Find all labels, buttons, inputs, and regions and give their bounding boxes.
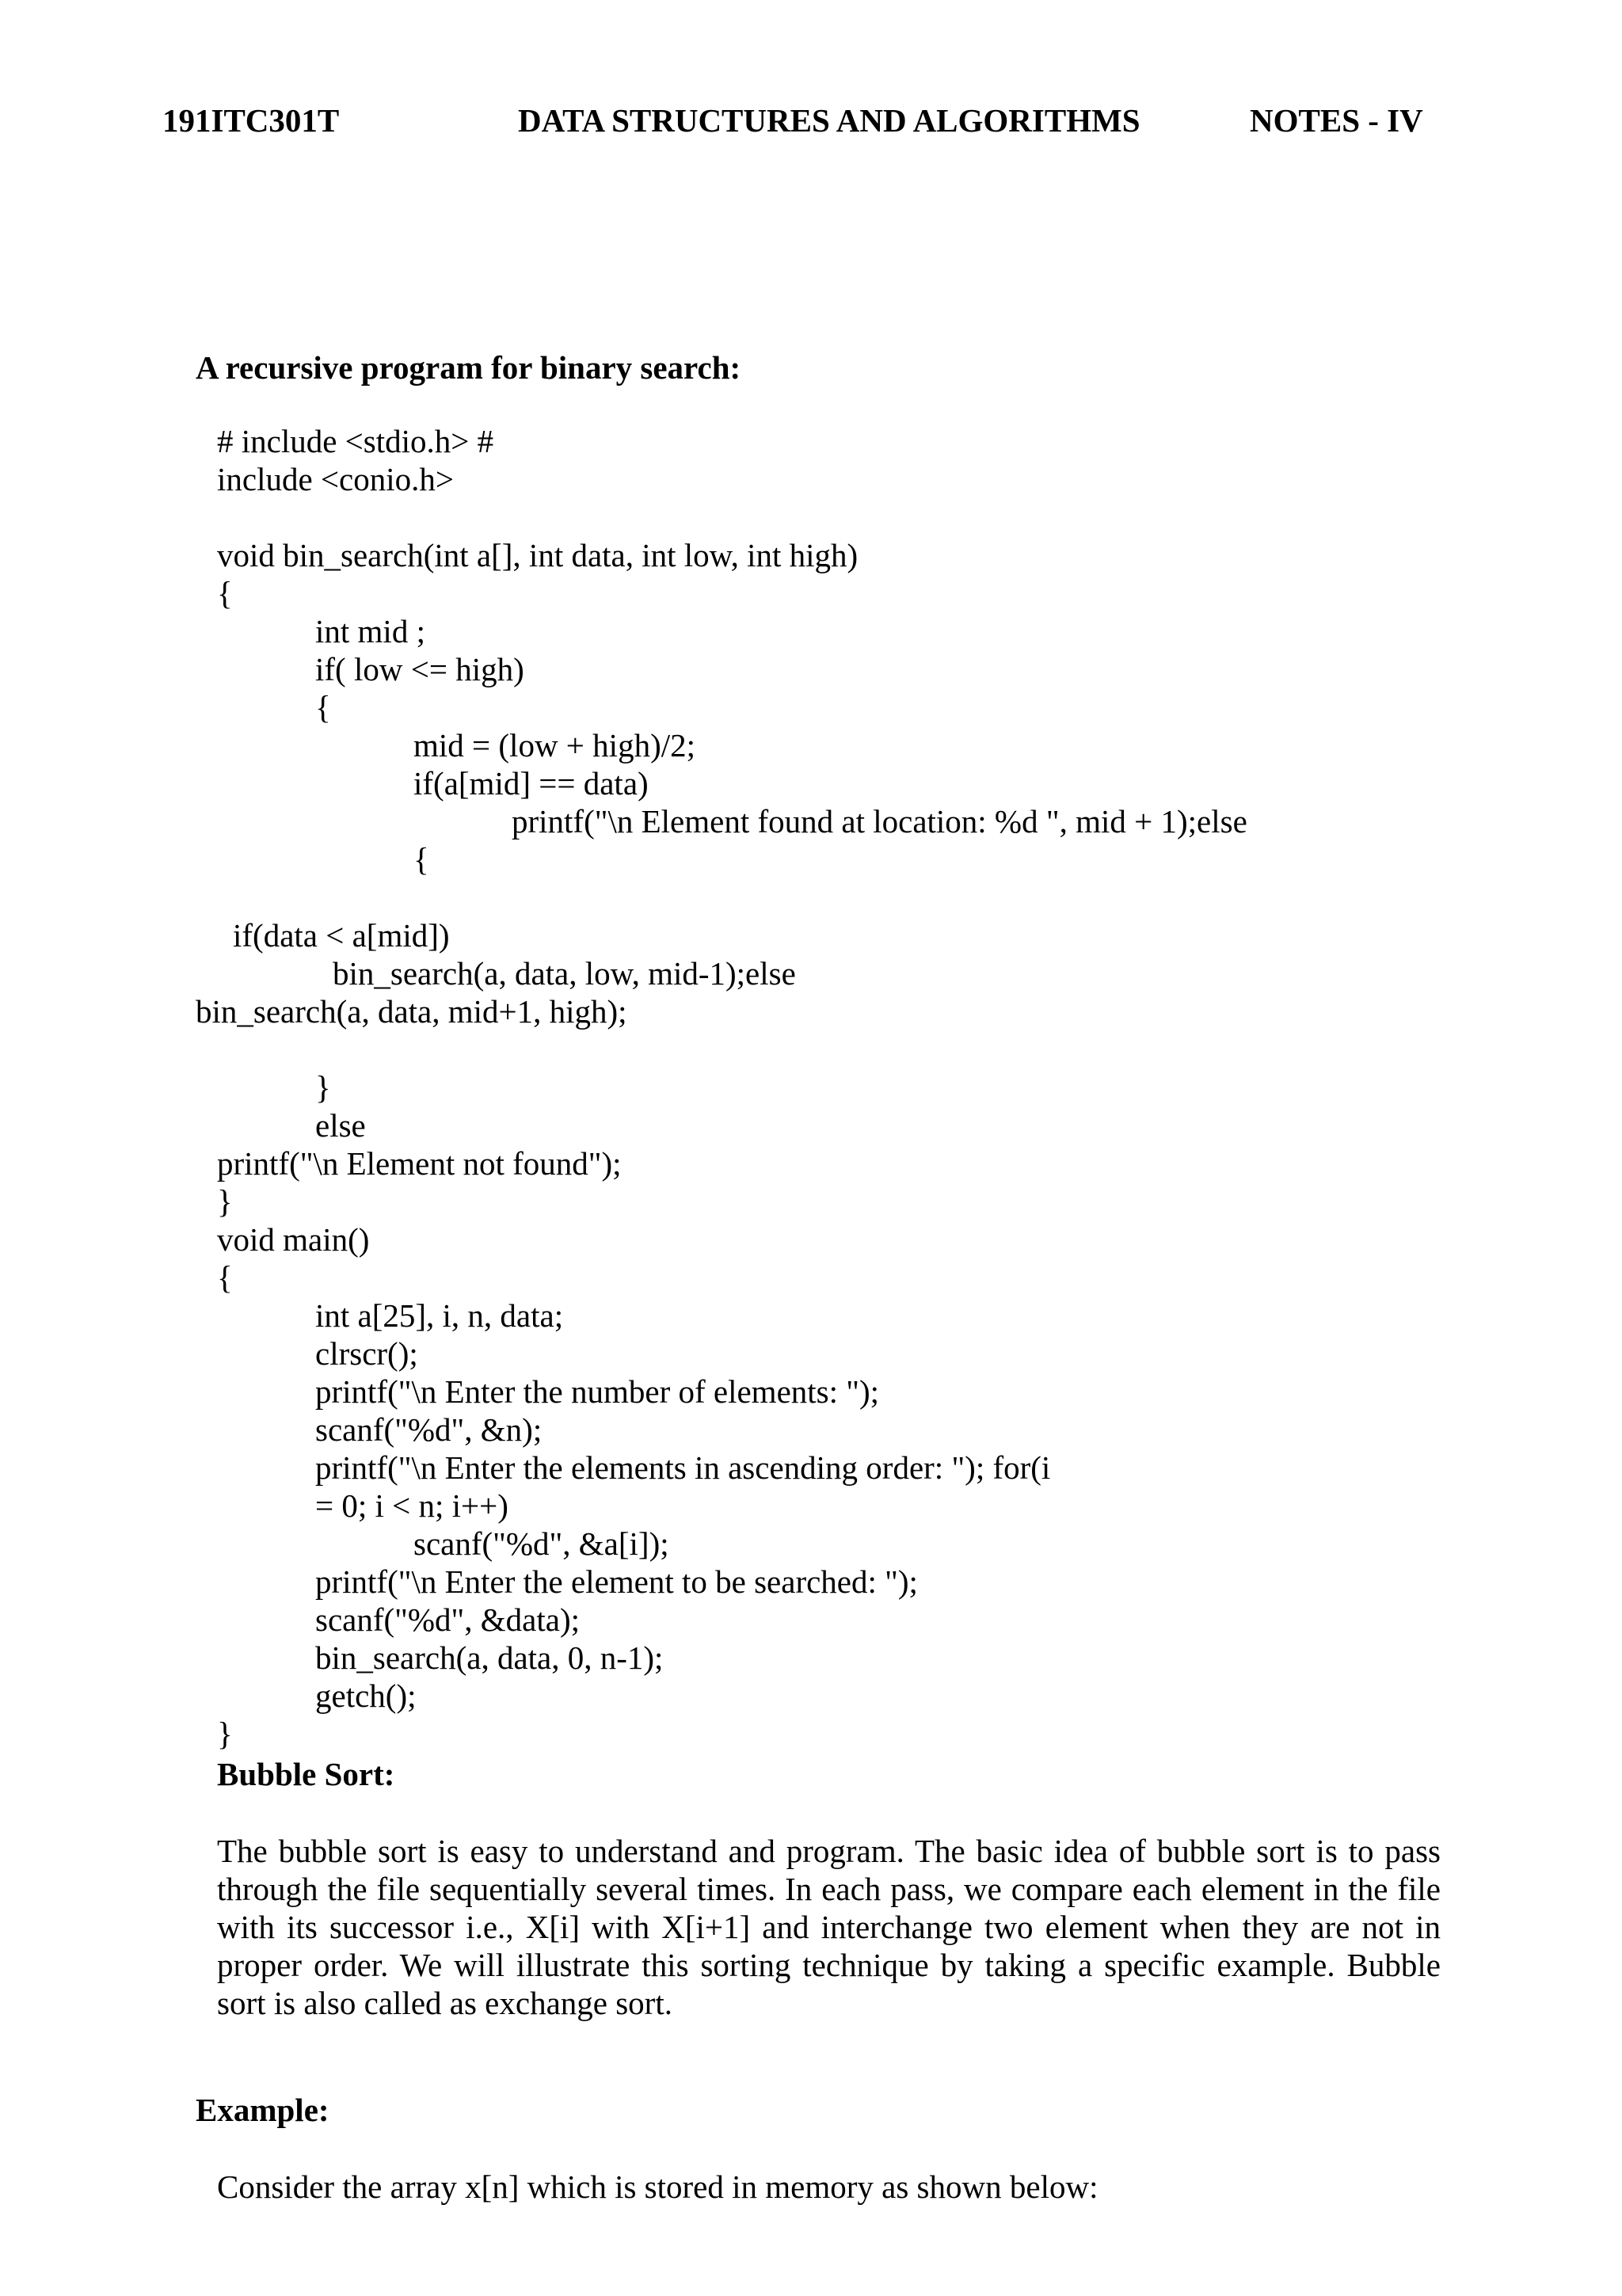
code-line [0,1068,1622,1106]
code-text: void bin_search(int a[], int data, int low, int high) [217,537,859,573]
code-line [0,1563,1622,1601]
code-line [0,1258,1622,1296]
code-line [0,1144,1622,1182]
code-line [0,1106,1622,1144]
example-heading: Example: [196,2092,329,2128]
code-text: scanf("%d", &n); [315,1411,543,1448]
code-line [0,1715,1622,1753]
code-text: printf("\n Element not found"); [217,1145,622,1182]
bubble-sort-text: The bubble sort is easy to understand and program. The basic idea of bubble sort is to pass through the file sequentially several times. In each pass, we compare each element in the file with its successor i.e., X[i] with X[i+1] and interchange two element when they are not in proper order. We will illustrate this sorting technique by taking a specific example. Bubble sort is also called as exchange sort. [217,1833,1441,2021]
code-line [0,1335,1622,1373]
code-line [0,802,1622,840]
notes-label: NOTES - IV [1250,102,1423,139]
code-line [0,1296,1622,1335]
code-text: void main() [217,1221,370,1258]
code-line [0,650,1622,688]
code-line [0,498,1622,536]
code-line [0,1677,1622,1715]
course-subject: DATA STRUCTURES AND ALGORITHMS [518,102,1140,139]
code-text: scanf("%d", &data); [315,1601,581,1638]
code-line [0,536,1622,574]
bubble-sort-paragraph [217,1832,1441,2022]
binary-search-code-block [0,422,1622,1753]
code-line [0,1639,1622,1677]
code-text: if( low <= high) [315,651,524,687]
code-line [0,1182,1622,1220]
code-line [0,1601,1622,1639]
code-text: # include <stdio.h> # [217,423,494,459]
code-text: clrscr(); [315,1335,418,1372]
example-paragraph [217,2168,1441,2206]
code-line [0,460,1622,498]
code-text: else [315,1107,366,1144]
code-text: } [315,1069,331,1106]
code-line [0,916,1622,954]
code-text: { [217,1259,233,1296]
code-line [0,574,1622,612]
example-text: Consider the array x[n] which is stored in memory as shown below: [217,2168,1098,2205]
code-text: { [217,575,233,611]
code-line [0,954,1622,992]
code-text: } [217,1183,233,1220]
code-line [0,612,1622,650]
code-text: int mid ; [315,613,425,649]
code-text: } [217,1715,233,1752]
code-text: printf("\n Enter the element to be searched: "); [315,1563,918,1600]
code-text: if(a[mid] == data) [413,765,649,802]
code-text: int a[25], i, n, data; [315,1297,564,1334]
code-text: bin_search(a, data, low, mid-1);else [333,955,796,992]
code-text: include <conio.h> [217,461,455,497]
code-line [0,1373,1622,1411]
course-code: 191ITC301T [162,102,340,139]
code-text: if(data < a[mid]) [233,917,450,954]
code-line [0,840,1622,878]
code-text: printf("\n Enter the elements in ascending order: "); for(i [315,1449,1051,1486]
code-text: bin_search(a, data, 0, n-1); [315,1639,664,1676]
code-text: bin_search(a, data, mid+1, high); [196,993,627,1030]
code-text: scanf("%d", &a[i]); [413,1525,669,1562]
code-line [0,1487,1622,1525]
code-line [0,1220,1622,1258]
code-text: { [315,689,331,725]
code-line [0,1411,1622,1449]
code-line [0,764,1622,802]
code-line [0,726,1622,764]
code-line [0,1525,1622,1563]
code-text: = 0; i < n; i++) [315,1487,508,1524]
code-line [0,878,1622,916]
code-line [0,422,1622,460]
bubble-sort-heading: Bubble Sort: [217,1756,395,1792]
code-line [0,992,1622,1030]
code-text: mid = (low + high)/2; [413,727,696,763]
code-text: printf("\n Enter the number of elements: "); [315,1373,880,1410]
binary-search-heading: A recursive program for binary search: [196,349,741,386]
code-line [0,1030,1622,1068]
code-text: getch(); [315,1677,417,1714]
code-text: printf("\n Element found at location: %d ", mid + 1);else [512,803,1247,840]
page-header [0,101,1622,141]
code-line [0,1449,1622,1487]
code-text: { [413,841,429,878]
code-line [0,688,1622,726]
